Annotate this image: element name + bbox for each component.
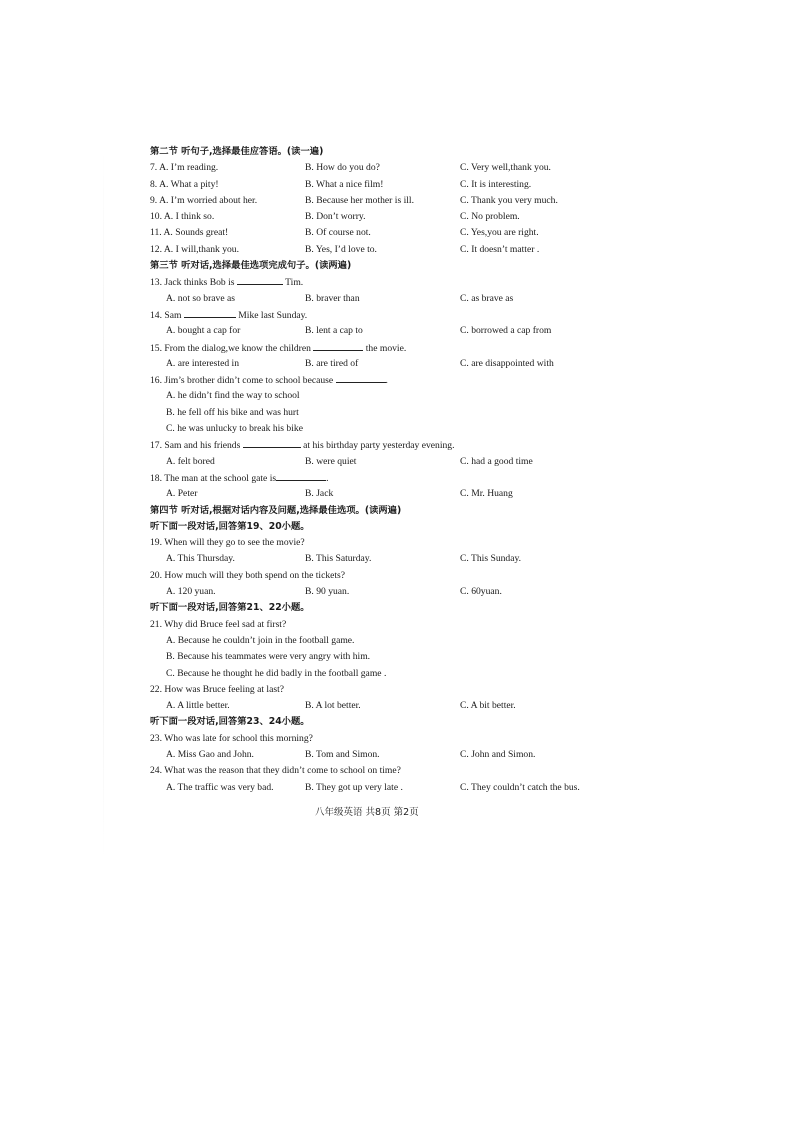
q22-option-b: B. A lot better. bbox=[305, 700, 361, 712]
q21-option-a: A. Because he couldn’t join in the football game. bbox=[166, 634, 355, 646]
q15-stem-post: the movie. bbox=[365, 342, 407, 354]
scan-edge-shadow bbox=[103, 150, 104, 860]
q7-option-c: C. Very well,thank you. bbox=[460, 162, 551, 174]
q15-option-c: C. are disappointed with bbox=[460, 357, 554, 369]
q18-stem-post: . bbox=[326, 472, 329, 484]
q17-option-c: C. had a good time bbox=[460, 455, 533, 467]
q10-option-b: B. Don’t worry. bbox=[305, 211, 366, 223]
dialog-group-3-heading: 听下面一段对话,回答第23、24小题。 bbox=[150, 716, 310, 728]
q7-option-a: 7. A. I’m reading. bbox=[150, 162, 219, 174]
page-footer: 八年级英语 共8页 第2页 bbox=[315, 807, 419, 818]
q13-stem-post: Tim. bbox=[285, 277, 304, 289]
q18-option-b: B. Jack bbox=[305, 488, 334, 500]
q23-option-b: B. Tom and Simon. bbox=[305, 748, 380, 760]
question-17-stem bbox=[150, 437, 610, 453]
q10-option-c: C. No problem. bbox=[460, 211, 520, 223]
section-2-heading: 第二节 听句子,选择最佳应答语。(读一遍) bbox=[150, 146, 324, 157]
answer-blank bbox=[243, 437, 301, 448]
answer-blank bbox=[313, 340, 363, 351]
question-18-stem bbox=[150, 470, 610, 486]
q19-option-c: C. This Sunday. bbox=[460, 553, 522, 565]
q23-option-c: C. John and Simon. bbox=[460, 748, 536, 760]
q12-option-b: B. Yes, I’d love to. bbox=[305, 243, 377, 255]
q9-option-b: B. Because her mother is ill. bbox=[305, 194, 414, 206]
question-15-stem bbox=[150, 340, 610, 356]
question-15-options bbox=[150, 356, 610, 372]
question-14-stem bbox=[150, 307, 610, 323]
q14-stem-pre: 14. Sam bbox=[150, 309, 182, 321]
q14-stem-post: Mike last Sunday. bbox=[238, 309, 308, 321]
q24-stem: 24. What was the reason that they didn’t come to school on time? bbox=[150, 765, 401, 777]
question-10 bbox=[150, 209, 610, 225]
question-13-options bbox=[150, 291, 610, 307]
answer-blank bbox=[237, 274, 283, 285]
question-7 bbox=[150, 160, 610, 176]
q18-option-c: C. Mr. Huang bbox=[460, 488, 513, 500]
q20-stem: 20. How much will they both spend on the tickets? bbox=[150, 569, 346, 581]
q18-stem-pre: 18. The man at the school gate is bbox=[150, 472, 277, 484]
q14-option-a: A. bought a cap for bbox=[166, 325, 241, 337]
q24-option-c: C. They couldn’t catch the bus. bbox=[460, 781, 580, 793]
q23-stem: 23. Who was late for school this morning? bbox=[150, 732, 313, 744]
q21-option-b: B. Because his teammates were very angry with him. bbox=[166, 651, 371, 663]
question-8 bbox=[150, 177, 610, 193]
q14-option-b: B. lent a cap to bbox=[305, 325, 363, 337]
q21-stem: 21. Why did Bruce feel sad at first? bbox=[150, 618, 287, 630]
q7-option-b: B. How do you do? bbox=[305, 162, 380, 174]
q11-option-b: B. Of course not. bbox=[305, 227, 371, 239]
q12-option-a: 12. A. I will,thank you. bbox=[150, 243, 240, 255]
answer-blank bbox=[336, 372, 386, 383]
q14-option-c: C. borrowed a cap from bbox=[460, 325, 552, 337]
q8-option-b: B. What a nice film! bbox=[305, 178, 384, 190]
q20-option-b: B. 90 yuan. bbox=[305, 586, 350, 598]
q23-option-a: A. Miss Gao and John. bbox=[166, 748, 254, 760]
q17-stem-pre: 17. Sam and his friends bbox=[150, 440, 241, 452]
q13-option-a: A. not so brave as bbox=[166, 292, 236, 304]
question-13-stem bbox=[150, 274, 610, 290]
q17-stem-post: at his birthday party yesterday evening. bbox=[303, 440, 455, 452]
question-22-options bbox=[150, 698, 610, 714]
question-19-options bbox=[150, 551, 610, 567]
question-11 bbox=[150, 225, 610, 241]
section-3-heading: 第三节 听对话,选择最佳选项完成句子。(读两遍) bbox=[150, 260, 352, 272]
q19-option-a: A. This Thursday. bbox=[166, 553, 235, 565]
q8-option-c: C. It is interesting. bbox=[460, 178, 532, 190]
dialog-group-2-heading: 听下面一段对话,回答第21、22小题。 bbox=[150, 602, 310, 614]
q16-stem-post: . bbox=[385, 375, 388, 387]
section-4-heading: 第四节 听对话,根据对话内容及问题,选择最佳选项。(读两遍) bbox=[150, 504, 402, 516]
q15-stem-pre: 15. From the dialog,we know the children bbox=[150, 342, 311, 354]
q11-option-a: 11. A. Sounds great! bbox=[150, 227, 229, 239]
q20-option-c: C. 60yuan. bbox=[460, 586, 502, 598]
q15-option-a: A. are interested in bbox=[166, 357, 239, 369]
q11-option-c: C. Yes,you are right. bbox=[460, 227, 539, 239]
q17-option-a: A. felt bored bbox=[166, 455, 215, 467]
answer-blank bbox=[184, 307, 236, 318]
question-9 bbox=[150, 193, 610, 209]
question-23-options bbox=[150, 747, 610, 763]
q18-option-a: A. Peter bbox=[166, 488, 198, 500]
dialog-group-1-heading: 听下面一段对话,回答第19、20小题。 bbox=[150, 520, 310, 532]
question-17-options bbox=[150, 454, 610, 470]
question-20-options bbox=[150, 584, 610, 600]
q16-option-b: B. he fell off his bike and was hurt bbox=[166, 406, 299, 418]
question-24-options bbox=[150, 780, 610, 796]
q15-option-b: B. are tired of bbox=[305, 357, 359, 369]
q21-option-c: C. Because he thought he did badly in the football game . bbox=[166, 667, 387, 679]
q9-option-a: 9. A. I’m worried about her. bbox=[150, 194, 258, 206]
q19-stem: 19. When will they go to see the movie? bbox=[150, 537, 305, 549]
q20-option-a: A. 120 yuan. bbox=[166, 586, 216, 598]
q13-stem-pre: 13. Jack thinks Bob is bbox=[150, 277, 235, 289]
exam-content bbox=[150, 144, 610, 796]
q22-option-a: A. A little better. bbox=[166, 700, 230, 712]
q16-stem-pre: 16. Jim’s brother didn’t come to school because bbox=[150, 375, 334, 387]
question-12 bbox=[150, 242, 610, 258]
q22-stem: 22. How was Bruce feeling at last? bbox=[150, 683, 285, 695]
q24-option-a: A. The traffic was very bad. bbox=[166, 781, 274, 793]
q16-option-c: C. he was unlucky to break his bike bbox=[166, 423, 303, 435]
q12-option-c: C. It doesn’t matter . bbox=[460, 243, 540, 255]
q19-option-b: B. This Saturday. bbox=[305, 553, 372, 565]
q22-option-c: C. A bit better. bbox=[460, 700, 516, 712]
question-16-stem bbox=[150, 372, 610, 388]
q10-option-a: 10. A. I think so. bbox=[150, 211, 215, 223]
q13-option-c: C. as brave as bbox=[460, 292, 514, 304]
q16-option-a: A. he didn’t find the way to school bbox=[166, 390, 300, 402]
question-14-options bbox=[150, 323, 610, 339]
answer-blank bbox=[276, 470, 326, 481]
q24-option-b: B. They got up very late . bbox=[305, 781, 403, 793]
q9-option-c: C. Thank you very much. bbox=[460, 194, 558, 206]
q8-option-a: 8. A. What a pity! bbox=[150, 178, 219, 190]
question-18-options bbox=[150, 486, 610, 502]
q13-option-b: B. braver than bbox=[305, 292, 360, 304]
q17-option-b: B. were quiet bbox=[305, 455, 357, 467]
